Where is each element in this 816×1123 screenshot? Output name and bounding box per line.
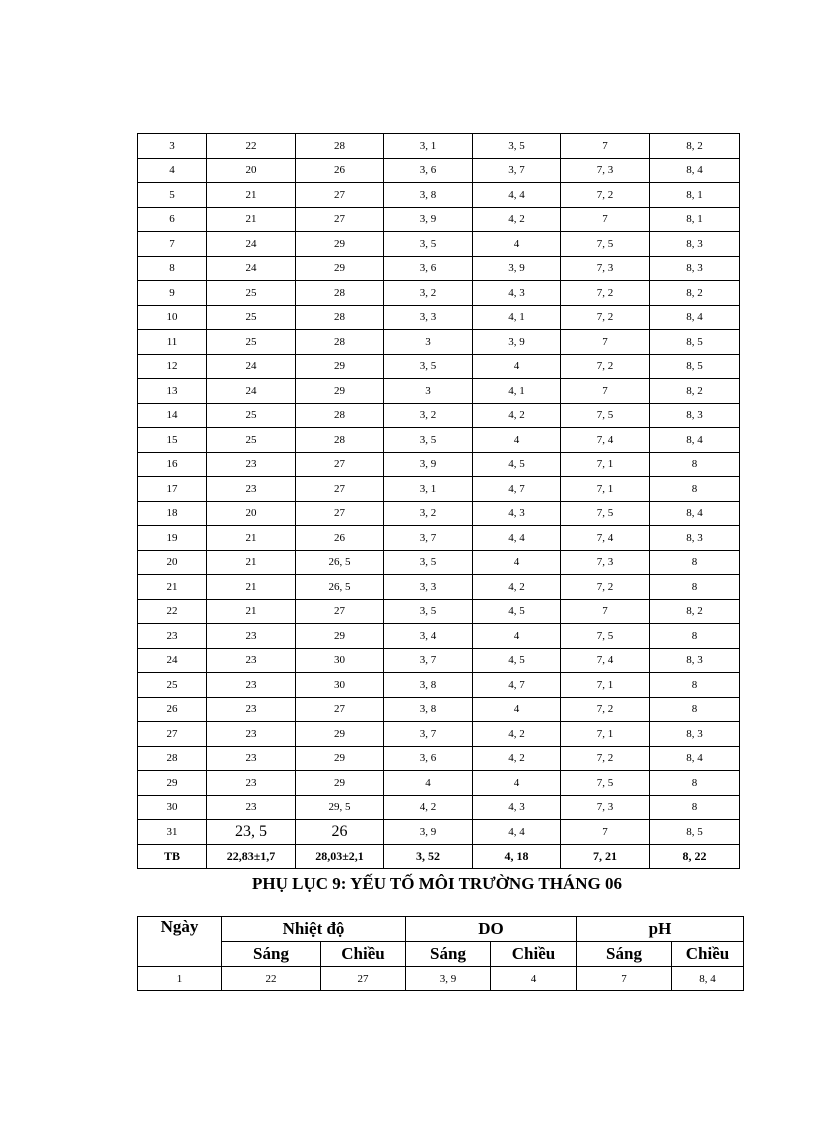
table-cell: 4, 2 [473, 575, 561, 600]
table-cell: 16 [138, 452, 207, 477]
table-cell: 19 [138, 526, 207, 551]
table-cell: 21 [138, 575, 207, 600]
table-row [138, 183, 740, 208]
table-cell: 3, 6 [384, 256, 473, 281]
table-cell: 4 [473, 771, 561, 796]
table-row [138, 428, 740, 453]
table-row [138, 305, 740, 330]
table-cell: 28 [296, 134, 384, 159]
table-row [138, 624, 740, 649]
table-cell: 26, 5 [296, 575, 384, 600]
table-cell: 3, 6 [384, 158, 473, 183]
table-cell: 27 [296, 697, 384, 722]
table-cell: 8, 4 [650, 158, 740, 183]
table-cell: 24 [207, 354, 296, 379]
table-cell: 4, 4 [473, 820, 561, 845]
table-row [138, 697, 740, 722]
table-cell: 27 [296, 207, 384, 232]
environment-table-may [137, 133, 740, 869]
table-cell: 3, 9 [384, 820, 473, 845]
table-cell: 8, 3 [650, 232, 740, 257]
table-cell: 3, 8 [384, 183, 473, 208]
table-cell: 7, 3 [561, 795, 650, 820]
table-cell: 7, 3 [561, 158, 650, 183]
table-cell: 21 [207, 575, 296, 600]
table-row [138, 722, 740, 747]
table-cell: 3, 6 [384, 746, 473, 771]
table-cell: 1 [138, 967, 222, 991]
table-cell: 27 [138, 722, 207, 747]
table-cell: 18 [138, 501, 207, 526]
table-cell: 23 [207, 746, 296, 771]
table-cell: 7, 5 [561, 624, 650, 649]
table-cell: 3, 9 [384, 452, 473, 477]
table-cell: 31 [138, 820, 207, 845]
table-cell: 7, 4 [561, 428, 650, 453]
table-cell: 3, 4 [384, 624, 473, 649]
table-cell: 27 [296, 452, 384, 477]
table-cell: 4, 2 [384, 795, 473, 820]
table-cell: 4, 4 [473, 183, 561, 208]
table-cell: 17 [138, 477, 207, 502]
table-row [138, 477, 740, 502]
table-cell: 28 [296, 281, 384, 306]
table-cell: 26 [296, 820, 384, 845]
table-cell: 25 [207, 428, 296, 453]
table-row [138, 648, 740, 673]
table-cell: 29 [296, 354, 384, 379]
table-cell: 3, 5 [384, 232, 473, 257]
table-cell: 28 [296, 403, 384, 428]
table-cell: 21 [207, 550, 296, 575]
table-cell: 3, 7 [384, 722, 473, 747]
table-cell: 9 [138, 281, 207, 306]
table-cell: 3, 1 [384, 134, 473, 159]
table-cell: 8 [650, 673, 740, 698]
table-cell: 4 [473, 697, 561, 722]
table-cell: 7, 2 [561, 281, 650, 306]
table-cell: 28 [138, 746, 207, 771]
table-row [138, 354, 740, 379]
header-ph: pH [577, 917, 744, 942]
table-cell: 26 [296, 158, 384, 183]
table-cell: 8, 4 [650, 305, 740, 330]
table-cell: 3, 8 [384, 697, 473, 722]
table-cell: 27 [296, 501, 384, 526]
table-cell: 8 [650, 624, 740, 649]
table-cell: 8 [650, 795, 740, 820]
table-cell: 7, 1 [561, 722, 650, 747]
table-cell: 25 [207, 403, 296, 428]
table-cell: 25 [207, 305, 296, 330]
table-cell: 3, 7 [384, 648, 473, 673]
table-cell: 3, 5 [384, 599, 473, 624]
header-ngay: Ngày [138, 917, 222, 967]
table-cell: 7, 2 [561, 575, 650, 600]
table-cell: 11 [138, 330, 207, 355]
table-cell: 4 [473, 550, 561, 575]
table-cell: 22 [222, 967, 321, 991]
table-cell: 7 [561, 379, 650, 404]
table-cell: 7, 2 [561, 746, 650, 771]
table-cell: 20 [207, 501, 296, 526]
table-cell: 4, 7 [473, 477, 561, 502]
table-cell: 3, 52 [384, 844, 473, 869]
table-cell: 23 [207, 648, 296, 673]
table-cell: 30 [296, 648, 384, 673]
table-cell: 3 [384, 330, 473, 355]
table-cell: 7, 5 [561, 501, 650, 526]
table-cell: 27 [296, 599, 384, 624]
appendix-title: PHỤ LỤC 9: YẾU TỐ MÔI TRƯỜNG THÁNG 06 [252, 874, 622, 893]
table-cell: 28 [296, 305, 384, 330]
table-cell: 7 [138, 232, 207, 257]
table-cell: 8 [138, 256, 207, 281]
table-row [138, 575, 740, 600]
table-cell: 3, 2 [384, 281, 473, 306]
table-cell: 24 [207, 232, 296, 257]
table-row [138, 526, 740, 551]
table-cell: 7 [577, 967, 672, 991]
table-cell: 8, 22 [650, 844, 740, 869]
table-cell: 21 [207, 599, 296, 624]
table-cell: 28 [296, 428, 384, 453]
environment-table-june [137, 916, 744, 991]
table-cell: 7, 1 [561, 673, 650, 698]
header-do: DO [406, 917, 577, 942]
table-cell: 4 [473, 232, 561, 257]
table-cell: 4, 2 [473, 746, 561, 771]
header-nhiet-do: Nhiệt độ [222, 917, 406, 942]
table-row [138, 281, 740, 306]
table-cell: 8 [650, 697, 740, 722]
table-cell: 3, 9 [473, 330, 561, 355]
table-cell: 23 [207, 477, 296, 502]
table-cell: 7, 5 [561, 403, 650, 428]
header-sang: Sáng [577, 942, 672, 967]
average-row [138, 844, 740, 869]
table-cell: 29 [296, 256, 384, 281]
table-cell: 23 [207, 771, 296, 796]
table-cell: 8, 2 [650, 134, 740, 159]
table-header-row [138, 917, 744, 942]
table-cell: 26, 5 [296, 550, 384, 575]
table-cell: 8, 2 [650, 281, 740, 306]
table-row [138, 550, 740, 575]
table-row [138, 967, 744, 991]
table-cell: 20 [207, 158, 296, 183]
table-cell: 7, 5 [561, 232, 650, 257]
table-cell: 4 [473, 624, 561, 649]
table-cell: 4, 5 [473, 648, 561, 673]
table-cell: 4, 7 [473, 673, 561, 698]
table-cell: 7, 1 [561, 452, 650, 477]
table-cell: 8, 5 [650, 330, 740, 355]
table-cell: 7, 21 [561, 844, 650, 869]
table-cell: 4, 4 [473, 526, 561, 551]
table-cell: 7, 5 [561, 771, 650, 796]
table-row [138, 501, 740, 526]
table-cell: 4 [384, 771, 473, 796]
table-cell: 10 [138, 305, 207, 330]
table-cell: 22 [207, 134, 296, 159]
table-cell: 8, 3 [650, 526, 740, 551]
table-cell: 22 [138, 599, 207, 624]
table-cell: 3, 3 [384, 575, 473, 600]
table-cell: 7, 2 [561, 354, 650, 379]
table-cell: 5 [138, 183, 207, 208]
table-row [138, 673, 740, 698]
table-cell: 8, 2 [650, 599, 740, 624]
table-cell: 8, 4 [672, 967, 744, 991]
table-cell: 3, 9 [406, 967, 491, 991]
table-cell: 8, 4 [650, 428, 740, 453]
table-cell: 8 [650, 550, 740, 575]
table-cell: 3, 7 [384, 526, 473, 551]
table-cell: 21 [207, 207, 296, 232]
table-row [138, 330, 740, 355]
table-row [138, 820, 740, 845]
table-cell: 6 [138, 207, 207, 232]
table-cell: 7 [561, 820, 650, 845]
table-cell: 23 [207, 795, 296, 820]
table-row [138, 771, 740, 796]
table-cell: 29 [296, 379, 384, 404]
table-cell: 3, 8 [384, 673, 473, 698]
table-cell: 8, 5 [650, 354, 740, 379]
table-cell: 3, 7 [473, 158, 561, 183]
table-cell: 29 [138, 771, 207, 796]
table-cell: 4, 2 [473, 403, 561, 428]
table-cell: 8 [650, 452, 740, 477]
table-row [138, 158, 740, 183]
table-cell: 27 [321, 967, 406, 991]
table-cell: 23 [138, 624, 207, 649]
table-cell: 26 [296, 526, 384, 551]
table-cell: 22,83±1,7 [207, 844, 296, 869]
table-cell: 8, 3 [650, 722, 740, 747]
table-cell: 28,03±2,1 [296, 844, 384, 869]
table-cell: 4, 5 [473, 599, 561, 624]
table-cell: 23 [207, 697, 296, 722]
table-cell: 23 [207, 452, 296, 477]
table-row [138, 134, 740, 159]
table-cell: 7 [561, 134, 650, 159]
table-cell: 7, 2 [561, 697, 650, 722]
table-cell: 28 [296, 330, 384, 355]
table-cell: 4 [138, 158, 207, 183]
table-cell: 8, 1 [650, 207, 740, 232]
table-cell: 8 [650, 771, 740, 796]
header-chieu: Chiều [321, 942, 406, 967]
table-cell: 27 [296, 477, 384, 502]
table-cell: 8, 3 [650, 403, 740, 428]
table-cell: 4, 2 [473, 207, 561, 232]
header-chieu: Chiều [672, 942, 744, 967]
header-chieu: Chiều [491, 942, 577, 967]
table-row [138, 403, 740, 428]
table-cell: 24 [138, 648, 207, 673]
table-cell: 7, 3 [561, 256, 650, 281]
table-cell: 7 [561, 599, 650, 624]
table-cell: 4, 1 [473, 379, 561, 404]
table-cell: 25 [207, 330, 296, 355]
table-cell: 3 [138, 134, 207, 159]
header-sang: Sáng [222, 942, 321, 967]
table-cell: 4, 1 [473, 305, 561, 330]
table-cell: 3, 2 [384, 403, 473, 428]
table-cell: 4 [491, 967, 577, 991]
table-cell: 13 [138, 379, 207, 404]
table-cell: 12 [138, 354, 207, 379]
table-row [138, 256, 740, 281]
table-row [138, 207, 740, 232]
table-cell: 3, 5 [384, 354, 473, 379]
table-cell: 7, 1 [561, 477, 650, 502]
table-cell: 4, 18 [473, 844, 561, 869]
table-cell: 7 [561, 330, 650, 355]
table-cell: 8, 5 [650, 820, 740, 845]
table-cell: 24 [207, 256, 296, 281]
table-row [138, 599, 740, 624]
table-cell: 3 [384, 379, 473, 404]
table-cell: TB [138, 844, 207, 869]
table-cell: 3, 9 [384, 207, 473, 232]
table-cell: 29 [296, 746, 384, 771]
table-cell: 8 [650, 575, 740, 600]
table-cell: 8, 4 [650, 501, 740, 526]
table-cell: 4, 3 [473, 501, 561, 526]
table-row [138, 452, 740, 477]
table-row [138, 232, 740, 257]
table-cell: 3, 3 [384, 305, 473, 330]
table-cell: 23 [207, 673, 296, 698]
table-cell: 7 [561, 207, 650, 232]
table-cell: 25 [207, 281, 296, 306]
table-cell: 3, 5 [384, 550, 473, 575]
header-sang: Sáng [406, 942, 491, 967]
table-cell: 7, 3 [561, 550, 650, 575]
table-cell: 7, 4 [561, 526, 650, 551]
table-cell: 14 [138, 403, 207, 428]
table-cell: 3, 1 [384, 477, 473, 502]
table-cell: 29 [296, 624, 384, 649]
table-cell: 4 [473, 428, 561, 453]
table-cell: 3, 2 [384, 501, 473, 526]
table-cell: 8, 2 [650, 379, 740, 404]
table-cell: 23, 5 [207, 820, 296, 845]
table-cell: 29 [296, 232, 384, 257]
table-cell: 29 [296, 722, 384, 747]
table-cell: 8, 3 [650, 256, 740, 281]
table-cell: 21 [207, 183, 296, 208]
table-cell: 25 [138, 673, 207, 698]
table-cell: 23 [207, 722, 296, 747]
table-cell: 4 [473, 354, 561, 379]
table-cell: 21 [207, 526, 296, 551]
table-cell: 8 [650, 477, 740, 502]
table-cell: 3, 5 [473, 134, 561, 159]
table-cell: 26 [138, 697, 207, 722]
table-cell: 15 [138, 428, 207, 453]
table-cell: 30 [138, 795, 207, 820]
table-cell: 8, 3 [650, 648, 740, 673]
table-row [138, 379, 740, 404]
table-cell: 30 [296, 673, 384, 698]
table-cell: 23 [207, 624, 296, 649]
table-cell: 20 [138, 550, 207, 575]
table-cell: 29 [296, 771, 384, 796]
table-cell: 4, 3 [473, 281, 561, 306]
table-cell: 7, 2 [561, 305, 650, 330]
table-cell: 4, 2 [473, 722, 561, 747]
table-cell: 7, 2 [561, 183, 650, 208]
table-cell: 3, 5 [384, 428, 473, 453]
table-row [138, 795, 740, 820]
table-cell: 4, 3 [473, 795, 561, 820]
table-cell: 29, 5 [296, 795, 384, 820]
table-cell: 8, 1 [650, 183, 740, 208]
table-cell: 4, 5 [473, 452, 561, 477]
table-subheader-row [138, 942, 744, 967]
table-row [138, 746, 740, 771]
table-cell: 27 [296, 183, 384, 208]
table-cell: 3, 9 [473, 256, 561, 281]
table-cell: 7, 4 [561, 648, 650, 673]
table-cell: 8, 4 [650, 746, 740, 771]
table-cell: 24 [207, 379, 296, 404]
